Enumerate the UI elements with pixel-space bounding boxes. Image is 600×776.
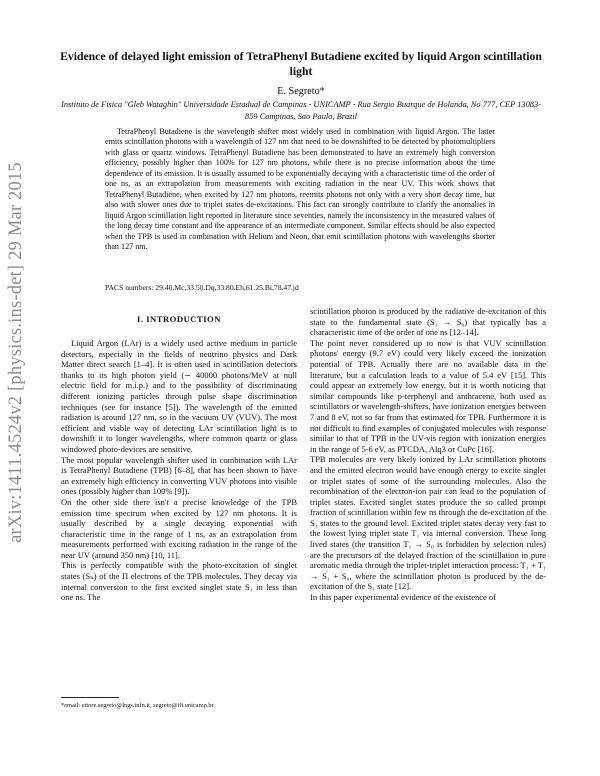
footnote: *email: ettore.segreto@lngs.infn.it, segreto@ifi.unicamp.br <box>61 702 214 709</box>
author: E. Segreto* <box>277 86 325 97</box>
paragraph: TPB molecules are very likely ionized by LAr scintillation photons and the emitted electron would have enough energy to excite singlet or triplet states of some of the surrounding molecules. Also the recombination of the electron-ion pair can lead to the population of triplet states. Excited singlet states produce the so called prompt fraction of scintillation within few ns through the de-excitation of the S₁ states to the ground level. Excited triplet states decay very fast to the lowest lying triplet state T₁ via internal conversion. These long lived states (the transition T₁ → S₀ is forbidden by selection rules) are the precursors of the delayed fraction of the scintillation in pure aromatic media through the triplet-triplet interaction process: T₁ + T₁ → S₁ + S₀, where the scintillation photon is produced by the de-excitation of the S₁ state [12]. <box>310 454 546 592</box>
abstract: TetraPhenyl Butadiene is the wavelength shifter most widely used in combination with liquid Argon. The latter emits scintillation photons with a wavelength of 127 nm that need to be downshifted to be detected by photomultipliers with glass or quartz windows. TetraPhenyl Butadiene has been demonstrated to have an extremely high conversion efficiency, possibly higher than 100% for 127 nm photons, while there is no precise information about the time dependence of its emission. It is usually assumed to be exponentially decaying with a characteristic time of the order of one ns, as an extrapolation from measurements with exciting radiation in the near UV. This work shows that TetraPhenyl Butadiene, when excited by 127 nm photons, reemits photons not only with a very short decay time, but also with slower ones due to triplet states de-excitations. This fact can strongly contribute to clarify the anomalies in liquid Argon scintillation light reported in literature since seventies, namely the inconsistency in the measured values of the long decay time constant and the appearance of an intermediate component. Similar effects should be also expected when the TPB is used in combination with Helium and Neon, that emit scintillation photons with wavelengths shorter than 127 nm. <box>105 127 495 251</box>
paragraph: The point never considered up to now is that VUV scintillation photons' energy (9.7 eV) could very likely exceed the ionization potential of TPB. Actually there are no available data in the literature, but a calculation leads to a value of 5.4 eV [15]. This could appear an extremely low energy, but it is worth noticing that similar compounds like p-terphenyl and anthracene, both used as scintillators or wavelength-shifters, have ionization energies between 7 and 8 eV, not so far from that estimated for TPB. Furthermore it is not difficult to find examples of conjugated molecules with response similar to that of TPB in the UV-vis region with ionization energies in the range of 5-6 eV, as PTCDA, Alq3 or CuPc [16]. <box>310 337 546 454</box>
paragraph: In this paper experimental evidence of the existence of <box>310 592 496 603</box>
arxiv-id: arXiv:1411.4524v2 [physics.ins-det] 29 Mar 2015 <box>5 161 26 543</box>
left-column <box>61 338 297 603</box>
paragraph: Liquid Argon (LAr) is a widely used active medium in particle detectors, especially in the fields of neutrino physics and Dark Matter direct search [1–4]. It is often used in scintillation detectors thanks to its high photon yield (∼ 40000 photons/MeV at null electric field for m.i.p.) and to the possibility of discriminating different ionizing particles through pulse shape discrimination techniques (see for instance [5]). The wavelength of the emitted radiation is around 127 nm, so in the vacuum UV (VUV). The most efficient and viable way of detecting LAr scintillation light is to downshift it to longer wavelengths, where common quartz or glass windowed photo-devices are sensitive. <box>61 338 297 454</box>
paper-title: Evidence of delayed light emission of TetraPhenyl Butadiene excited by liquid Argon scintillation light <box>60 50 542 78</box>
affiliation: Instituto de Fisica "Gleb Wataghin" Universidade Estadual de Campinas - UNICAMP - Rua Sergio Buarque de Holanda, No 777, CEP 13083-859 Campinas, Sao Paulo, Brazil <box>61 100 541 121</box>
arxiv-watermark <box>3 72 29 632</box>
right-column <box>310 306 546 603</box>
paragraph: This is perfectly compatible with the photo-excitation of singlet states (Sₙ) of the Π electrons of the TPB molecules. They decay via internal conversion to the first excited singlet state S₁ in less than one ns. The <box>61 560 297 603</box>
section-heading: I. INTRODUCTION <box>137 314 221 324</box>
footnote-rule <box>61 697 119 698</box>
paragraph: The most popular wavelength shifter used in combination with LAr is TetraPhenyl Butadiene (TPB) [6–8], that has been shown to have an extremely high efficiency in converting VUV photons into visible ones (possibly higher than 100% [9]). <box>61 454 297 497</box>
paragraph: On the other side there isn't a precise knowledge of the TPB emission time spectrum when excited by 127 nm photons. It is usually described by a single decaying exponential with characteristic time in the range of 1 ns, as an extrapolation from measurements performed with exciting radiation in the range of the near UV (around 350 nm) [10, 11]. <box>61 496 297 560</box>
pacs-numbers: PACS numbers: 29.40.Mc,33.50.Dq,33.80.Eh,61.25.Bi,78.47.jd <box>105 283 299 292</box>
paragraph: scintillation photon is produced by the radiative de-excitation of this state to the fundamental state (S₁ → S₀) that typically has a characteristic time of the order of one ns [12–14]. <box>310 306 546 338</box>
